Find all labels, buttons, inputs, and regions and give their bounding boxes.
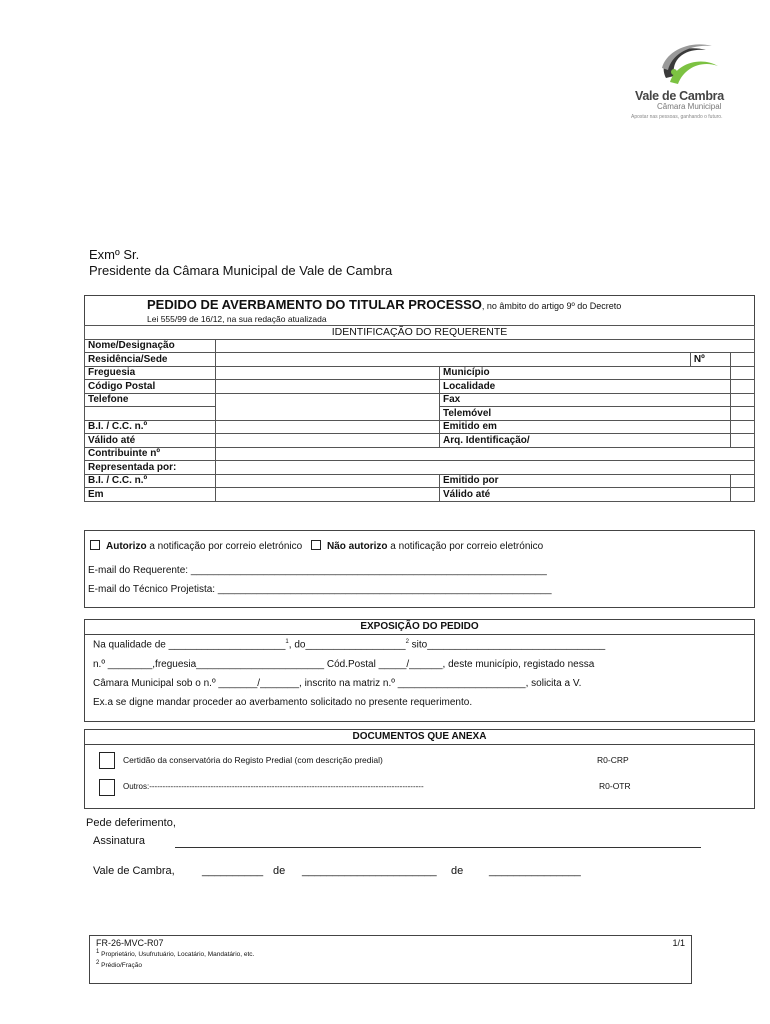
field-localidade[interactable]	[730, 380, 754, 394]
field-nome[interactable]	[216, 339, 755, 353]
label-residencia: Residência/Sede	[85, 353, 216, 367]
email-requerente-field[interactable]: E-mail do Requerente: ________________________________________________________________	[88, 565, 547, 576]
page-number: 1/1	[672, 938, 685, 948]
field-representada[interactable]	[216, 461, 755, 475]
doc-code-crp: R0-CRP	[597, 755, 629, 765]
label-contribuinte: Contribuinte nº	[85, 447, 216, 461]
label-emitido-por: Emitido por	[440, 474, 731, 488]
field-em[interactable]	[216, 488, 440, 502]
doc-label-crp: Certidão da conservatória do Registo Predial (com descrição predial)	[123, 755, 383, 765]
label-localidade: Localidade	[440, 380, 731, 394]
pede-deferimento: Pede deferimento,	[86, 817, 176, 829]
form-code: FR-26-MVC-R07	[96, 938, 164, 948]
autorizo-text: a notificação por correio eletrónico	[146, 541, 303, 552]
exposicao-line-1[interactable]: Na qualidade de _____________________$^1$, do__________________$^2$ sito________________________________	[93, 639, 606, 651]
identification-table	[84, 325, 755, 502]
doc-code-outros: R0-OTR	[599, 781, 631, 791]
label-valido-ate-representante: Válido até	[440, 488, 731, 502]
nao-autorizo-checkbox[interactable]	[311, 540, 321, 550]
assinatura-label: Assinatura	[93, 835, 145, 847]
documentos-box	[84, 729, 755, 809]
field-codigo-postal[interactable]	[216, 380, 440, 394]
exposicao-line-4: Ex.a se digne mandar proceder ao averbamento solicitado no presente requerimento.	[93, 697, 473, 708]
vale-de-cambra-label: Vale de Cambra,	[93, 865, 175, 877]
field-contribuinte[interactable]	[216, 447, 755, 461]
field-emitido-por[interactable]	[730, 474, 754, 488]
assinatura-line[interactable]	[175, 847, 701, 848]
field-freguesia[interactable]	[216, 366, 440, 380]
nao-autorizo-label: Não autorizo	[326, 541, 388, 552]
footnote-1: $^1$ Proprietário, Usufrutuário, Locatário, Mandatário, etc.	[96, 949, 255, 959]
notification-options	[90, 540, 543, 552]
identification-header: IDENTIFICAÇÃO DO REQUERENTE	[85, 326, 755, 340]
label-freguesia: Freguesia	[85, 366, 216, 380]
field-arq-identificacao[interactable]	[730, 434, 754, 448]
field-bi-representante[interactable]	[216, 474, 440, 488]
label-empty	[85, 407, 216, 421]
field-municipio[interactable]	[730, 366, 754, 380]
field-valido-ate[interactable]	[216, 434, 440, 448]
greeting-line-2: Presidente da Câmara Municipal de Vale de Cambra	[89, 263, 393, 278]
exposicao-line-2[interactable]: n.º ________,freguesia_______________________ Cód.Postal _____/______, deste município, registado nessa	[93, 659, 595, 670]
label-arq-identificacao: Arq. Identificação/	[440, 434, 731, 448]
doc-checkbox-outros[interactable]	[99, 779, 115, 796]
logo-subtitle: Câmara Municipal	[657, 102, 722, 111]
label-valido-ate: Válido até	[85, 434, 216, 448]
label-telemovel: Telemóvel	[440, 407, 731, 421]
exposicao-header: EXPOSIÇÃO DO PEDIDO	[85, 620, 754, 635]
field-bi[interactable]	[216, 420, 440, 434]
field-telemovel[interactable]	[730, 407, 754, 421]
footer-box	[89, 935, 692, 984]
field-valido-ate-representante[interactable]	[730, 488, 754, 502]
de-label-2: de	[451, 865, 464, 877]
exposicao-line-3[interactable]: Câmara Municipal sob o n.º _______/_______, inscrito na matriz n.º _______________________, solicita a V.	[93, 678, 582, 689]
logo-tagline: Apostar nas pessoas, ganhando o futuro.	[631, 114, 723, 120]
doc-label-outros[interactable]: Outros:-------------------------------------------------------------------------------------------------------	[123, 782, 424, 791]
de-label-1: de	[273, 865, 286, 877]
autorizo-label: Autorizo	[106, 541, 147, 552]
label-bi-representante: B.I. / C.C. n.º	[85, 474, 216, 488]
date-day-field[interactable]: __________	[202, 865, 264, 877]
label-telefone: Telefone	[85, 393, 216, 407]
label-bi: B.I. / C.C. n.º	[85, 420, 216, 434]
date-year-field[interactable]: _______________	[489, 865, 581, 877]
nao-autorizo-text: a notificação por correio eletrónico	[387, 541, 544, 552]
field-numero[interactable]	[730, 353, 754, 367]
label-municipio: Município	[440, 366, 731, 380]
field-telefone[interactable]	[216, 393, 440, 420]
footnote-2: $^2$ Prédio/Fração	[96, 960, 142, 970]
field-emitido-em[interactable]	[730, 420, 754, 434]
form-title: PEDIDO DE AVERBAMENTO DO TITULAR PROCESSO, no âmbito do artigo 9º do Decreto	[147, 297, 622, 312]
label-fax: Fax	[440, 393, 731, 407]
municipality-logo	[626, 38, 726, 122]
date-month-field[interactable]: ______________________	[302, 865, 437, 877]
logo-name: Vale de Cambra	[635, 89, 724, 103]
email-tecnico-field[interactable]: E-mail do Técnico Projetista: ____________________________________________________________	[88, 584, 552, 595]
label-codigo-postal: Código Postal	[85, 380, 216, 394]
label-numero: Nº	[690, 353, 730, 367]
label-nome: Nome/Designação	[85, 339, 216, 353]
field-fax[interactable]	[730, 393, 754, 407]
label-representada: Representada por:	[85, 461, 216, 475]
documentos-header: DOCUMENTOS QUE ANEXA	[85, 730, 754, 745]
greeting-line-1: Exmº Sr.	[89, 247, 140, 262]
label-em: Em	[85, 488, 216, 502]
autorizo-checkbox[interactable]	[90, 540, 100, 550]
form-subtitle: Lei 555/99 de 16/12, na sua redação atualizada	[147, 314, 327, 324]
doc-checkbox-crp[interactable]	[99, 752, 115, 769]
field-residencia[interactable]	[216, 353, 691, 367]
label-emitido-em: Emitido em	[440, 420, 731, 434]
